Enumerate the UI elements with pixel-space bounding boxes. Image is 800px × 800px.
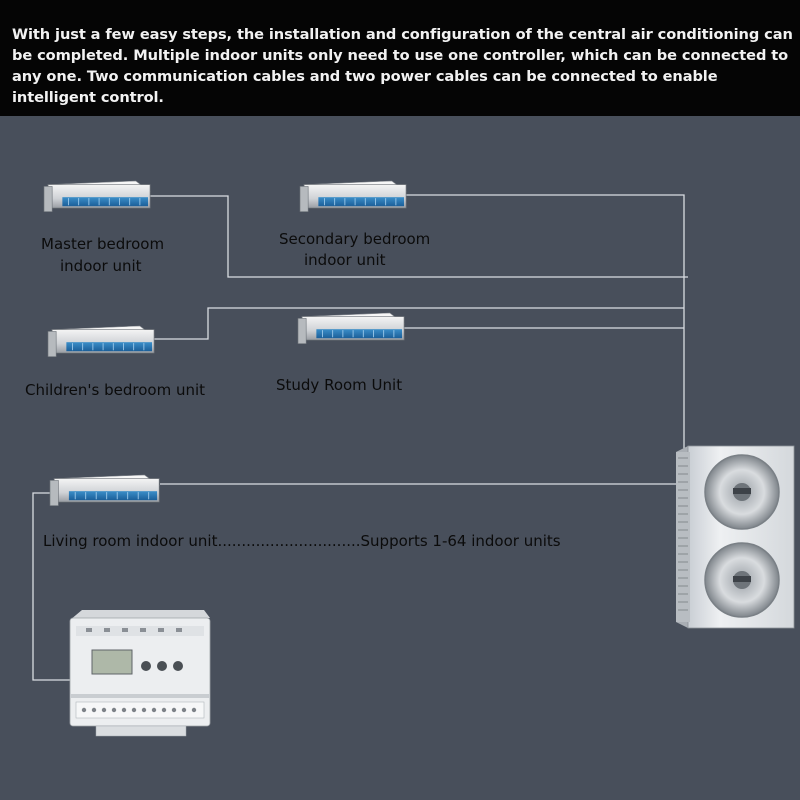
label-secondary-bedroom-line2: indoor unit bbox=[304, 251, 386, 269]
button-icon bbox=[141, 661, 151, 671]
button-icon bbox=[157, 661, 167, 671]
display-screen bbox=[92, 650, 132, 674]
description-text: With just a few easy steps, the installation and configuration of the central air conditioning can be completed. Multiple indoor units only need to use one controller, which can be connected to any one. Two communication cables and two power cables can be connected to enable intelligent control. bbox=[12, 26, 793, 106]
label-master-bedroom-line1: Master bedroom bbox=[41, 235, 165, 253]
indoor-unit-secondary-bedroom bbox=[300, 181, 406, 212]
button-icon bbox=[173, 661, 183, 671]
outdoor-unit bbox=[676, 446, 794, 628]
indoor-unit-childrens-bedroom bbox=[48, 326, 154, 357]
indoor-unit-living-room bbox=[50, 475, 159, 506]
label-living-room: Living room indoor unit..............................Supports 1-64 indoor units bbox=[43, 532, 561, 550]
label-master-bedroom-line2: indoor unit bbox=[60, 257, 142, 275]
indoor-unit-study-room bbox=[298, 313, 404, 344]
indoor-unit-master-bedroom bbox=[44, 181, 150, 212]
label-secondary-bedroom-line1: Secondary bedroom bbox=[279, 230, 431, 248]
central-controller bbox=[70, 610, 210, 736]
wire-controller bbox=[33, 493, 70, 680]
label-study-room: Study Room Unit bbox=[276, 376, 403, 394]
wire-secondary-bedroom bbox=[404, 195, 684, 455]
label-childrens-bedroom: Children's bedroom unit bbox=[25, 381, 206, 399]
wire-childrens-bedroom bbox=[153, 308, 684, 339]
